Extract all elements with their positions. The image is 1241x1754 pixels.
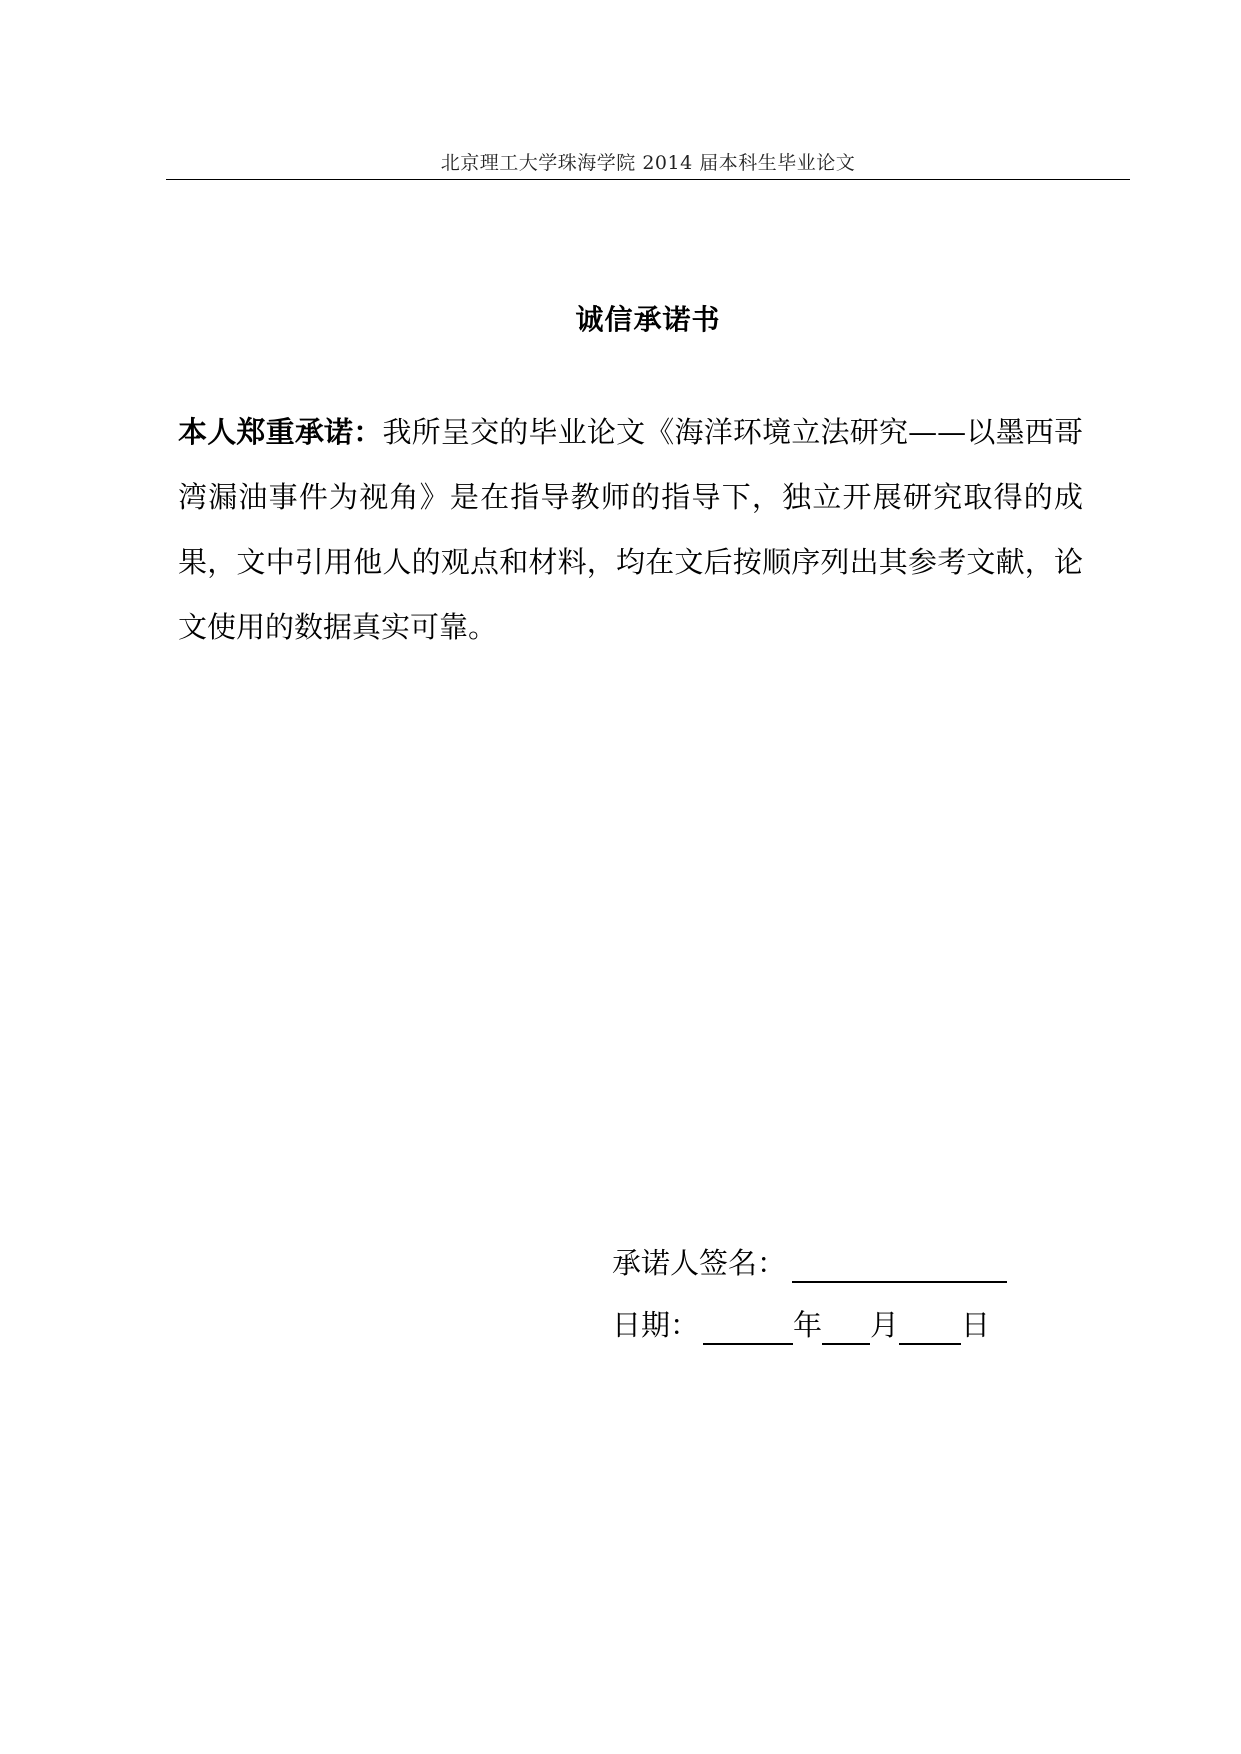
pledge-text: 我所呈交的毕业论文《海洋环境立法研究——以墨西哥湾漏油事件为视角》是在指导教师的指导下，独立开展研究取得的成果，文中引用他人的观点和材料，均在文后按顺序列出其参考文献，论文使用的数据真实可靠。 <box>178 415 1083 644</box>
day-blank <box>899 1309 961 1345</box>
date-label: 日期： <box>612 1308 700 1342</box>
document-title: 诚信承诺书 <box>575 303 721 336</box>
month-unit: 月 <box>870 1308 900 1342</box>
year-unit: 年 <box>793 1308 823 1342</box>
signature-block <box>612 1243 1007 1345</box>
pledge-paragraph <box>178 400 1083 660</box>
header-rule <box>166 179 1130 180</box>
running-header: 北京理工大学珠海学院 2014 届本科生毕业论文 <box>440 152 856 174</box>
signature-row <box>612 1243 1007 1283</box>
day-unit: 日 <box>961 1308 991 1342</box>
date-row <box>612 1305 1007 1345</box>
month-blank <box>822 1309 870 1345</box>
year-blank <box>703 1309 793 1345</box>
signature-label: 承诺人签名： <box>612 1246 787 1280</box>
signature-blank <box>792 1247 1007 1283</box>
pledge-lead: 本人郑重承诺： <box>178 415 383 449</box>
